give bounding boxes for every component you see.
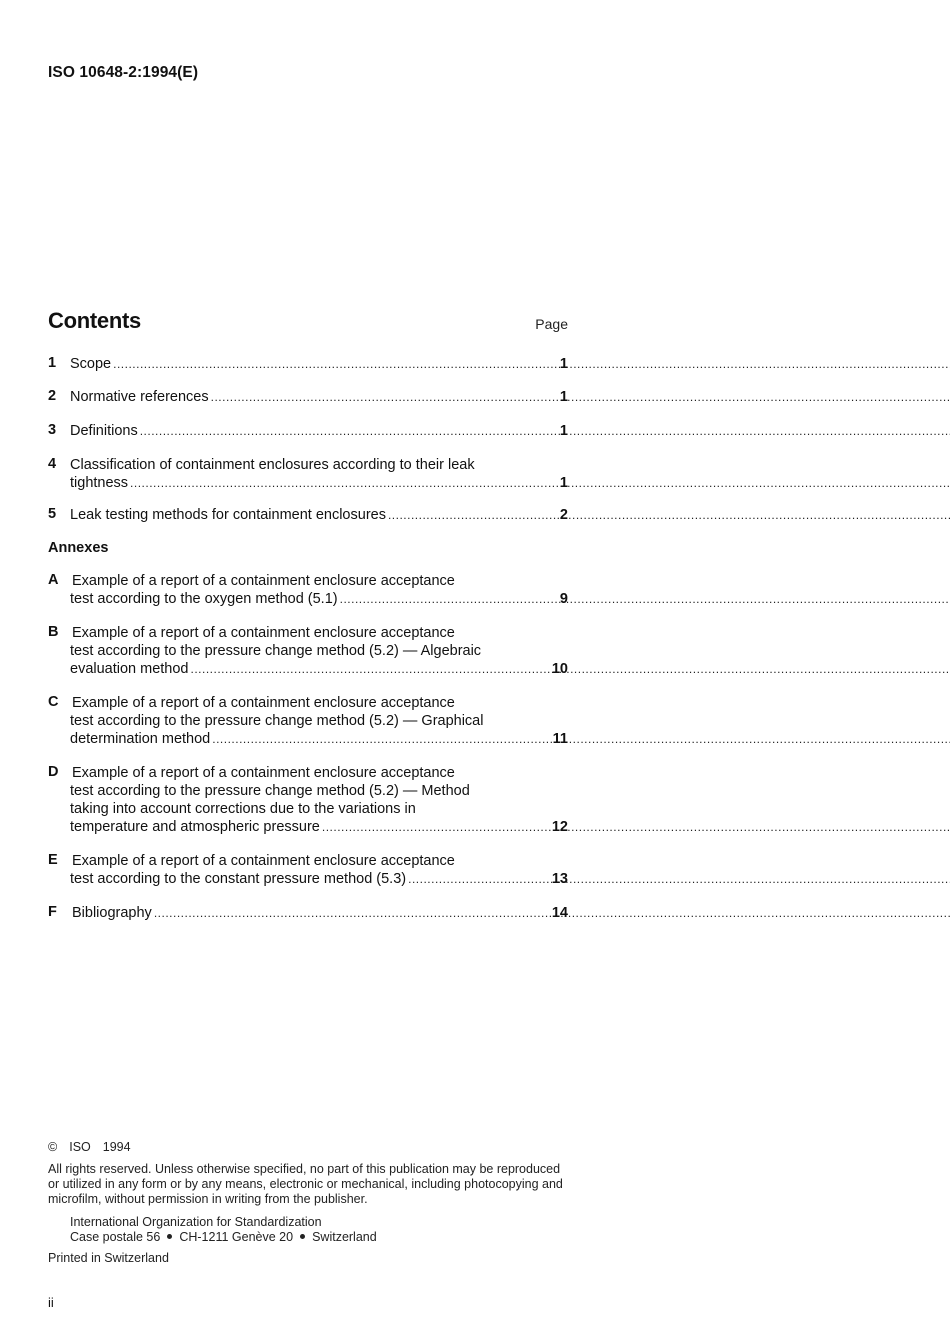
annex-entry xyxy=(48,572,570,608)
contents-header xyxy=(48,308,570,338)
entry-page-number: 10 xyxy=(551,661,568,677)
entry-page-number: 1 xyxy=(559,423,568,439)
address-part: CH-1211 Genève 20 xyxy=(179,1230,294,1244)
copyright-symbol: © xyxy=(48,1140,58,1154)
rights-line: All rights reserved. Unless otherwise specified, no part of this publication may be reproduced xyxy=(48,1162,561,1176)
dot-leader xyxy=(191,662,950,676)
copyright-line xyxy=(48,1140,588,1154)
entry-title-line xyxy=(48,422,522,440)
entry-title-line: Example of a report of a containment enclosure acceptance xyxy=(72,695,455,711)
entry-page-number: 14 xyxy=(551,905,568,921)
entry-title-text: determination method xyxy=(70,731,211,747)
entry-title-line xyxy=(48,355,522,373)
entry-title-line: test according to the pressure change method (5.2) — Graphical xyxy=(70,713,484,729)
entry-page-number: 9 xyxy=(559,591,568,607)
publisher-name: International Organization for Standardization xyxy=(70,1215,322,1229)
entry-title-line: test according to the pressure change method (5.2) — Method xyxy=(70,783,470,799)
annex-letter: C xyxy=(48,694,59,710)
entry-title-line xyxy=(48,818,522,836)
printed-in: Printed in Switzerland xyxy=(48,1251,169,1265)
publisher-block xyxy=(48,1215,588,1245)
document-id: ISO 10648-2:1994(E) xyxy=(48,64,199,81)
entry-title-text: Scope xyxy=(70,356,112,372)
entry-title-text: tightness xyxy=(70,475,129,491)
page-column-label: Page xyxy=(535,316,568,332)
entry-title-text: evaluation method xyxy=(70,661,189,677)
entry-title-line: taking into account corrections due to the variations in xyxy=(70,801,416,817)
entry-title-text: temperature and atmospheric pressure xyxy=(70,819,320,835)
entry-page-number: 1 xyxy=(559,389,568,405)
rights-line: microfilm, without permission in writing from the publisher. xyxy=(48,1192,368,1206)
annex-letter: A xyxy=(48,572,59,588)
dot-leader xyxy=(130,476,950,490)
clause-number: 1 xyxy=(48,355,57,371)
address-part: Case postale 56 xyxy=(70,1230,161,1244)
entry-title-line xyxy=(48,870,522,888)
entry-title-line: Example of a report of a containment enclosure acceptance xyxy=(72,573,455,589)
annex-entry xyxy=(48,624,570,678)
publisher-address xyxy=(70,1230,588,1245)
contents-title: Contents xyxy=(48,308,141,333)
annex-entry xyxy=(48,764,570,836)
entry-title-line xyxy=(48,388,522,406)
entry-page-number: 1 xyxy=(559,356,568,372)
toc-entry xyxy=(48,456,570,492)
dot-leader xyxy=(140,424,950,438)
entry-page-number: 13 xyxy=(551,871,568,887)
entry-title-text: Definitions xyxy=(70,423,138,439)
toc-entry xyxy=(48,506,570,524)
bullet-icon xyxy=(300,1234,305,1239)
entry-title-line xyxy=(48,474,522,492)
dot-leader xyxy=(408,872,950,886)
entry-page-number: 1 xyxy=(559,475,568,491)
toc-entry xyxy=(48,388,570,406)
bullet-icon xyxy=(167,1234,172,1239)
clause-number: 2 xyxy=(48,388,57,404)
rights-statement xyxy=(48,1162,588,1207)
entry-title-text: test according to the constant pressure method (5.3) xyxy=(70,871,407,887)
copyright-footer xyxy=(48,1140,588,1266)
clause-number: 5 xyxy=(48,506,57,522)
entry-title-line xyxy=(48,506,522,524)
clause-number: 3 xyxy=(48,422,57,438)
entry-title-line xyxy=(48,660,522,678)
entry-title-text: Leak testing methods for containment enclosures xyxy=(70,507,386,523)
annex-entry xyxy=(48,904,570,922)
annex-letter: D xyxy=(48,764,59,780)
page-number: ii xyxy=(48,1295,54,1310)
entry-title-line: Example of a report of a containment enclosure acceptance xyxy=(72,625,455,641)
copyright-year: 1994 xyxy=(102,1140,131,1154)
entry-page-number: 11 xyxy=(552,731,568,747)
dot-leader xyxy=(388,508,950,522)
address-part: Switzerland xyxy=(312,1230,377,1244)
entry-page-number: 2 xyxy=(559,507,568,523)
toc-entry xyxy=(48,422,570,440)
annex-entry xyxy=(48,694,570,748)
entry-title-line xyxy=(48,730,522,748)
table-of-contents xyxy=(48,355,570,922)
copyright-org: ISO xyxy=(69,1140,91,1154)
dot-leader xyxy=(113,357,950,371)
entry-title-text: Bibliography xyxy=(72,905,152,921)
dot-leader xyxy=(340,592,950,606)
entry-title-line: Example of a report of a containment enclosure acceptance xyxy=(72,853,455,869)
rights-line: or utilized in any form or by any means, electronic or mechanical, including photocopying and xyxy=(48,1177,563,1191)
dot-leader xyxy=(322,820,950,834)
clause-number: 4 xyxy=(48,456,57,472)
dot-leader xyxy=(212,732,950,746)
annex-letter: E xyxy=(48,852,58,868)
annex-letter: B xyxy=(48,624,59,640)
entry-title-text: Normative references xyxy=(70,389,209,405)
toc-entry xyxy=(48,355,570,373)
entry-page-number: 12 xyxy=(551,819,568,835)
entry-title-line: Classification of containment enclosures according to their leak xyxy=(70,457,475,473)
annexes-heading: Annexes xyxy=(48,540,109,556)
entry-title-line: test according to the pressure change method (5.2) — Algebraic xyxy=(70,643,482,659)
entry-title-line xyxy=(48,590,522,608)
annex-letter: F xyxy=(48,904,57,920)
dot-leader xyxy=(211,390,950,404)
annex-entry xyxy=(48,852,570,888)
entry-title-line xyxy=(48,904,522,922)
entry-title-line: Example of a report of a containment enclosure acceptance xyxy=(72,765,455,781)
entry-title-text: test according to the oxygen method (5.1) xyxy=(70,591,338,607)
